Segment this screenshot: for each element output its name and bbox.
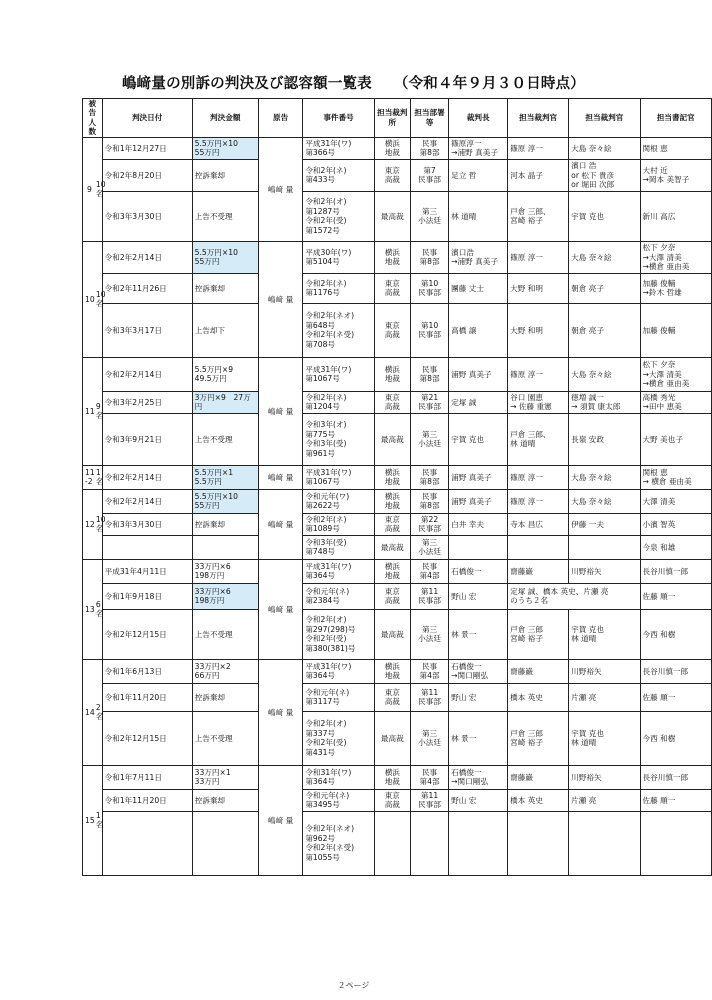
plaintiff-cell: 嶋﨑 量 xyxy=(258,241,302,357)
clerk-cell: 関根 恵 xyxy=(640,137,711,159)
judge-cell: 河本 晶子 xyxy=(508,159,569,191)
header-cell: 被告人数 xyxy=(83,99,103,138)
court-cell: 東京 高裁 xyxy=(374,583,410,609)
title-main: 嶋﨑量の別訴の判決及び認容額一覧表 xyxy=(121,76,372,92)
judgment-date-cell: 令和2年11月26日 xyxy=(102,273,192,303)
court-cell: 横浜 地裁 xyxy=(374,137,410,159)
case-number-cell: 12 xyxy=(83,489,94,559)
case-no-cell: 平成30年(ワ) 第5104号 xyxy=(303,241,374,273)
judgment-amount-cell: 控訴棄却 xyxy=(192,789,258,811)
court-cell: 最高裁 xyxy=(374,191,410,241)
case-no-cell: 令和元年(ネ) 第3495号 xyxy=(303,789,374,811)
plaintiff-cell: 嶋﨑 量 xyxy=(258,465,302,489)
clerk-cell: 加藤 俊輔 xyxy=(640,303,711,357)
case-number-cell: 9 xyxy=(83,137,94,241)
department-cell: 第11 民事部 xyxy=(410,789,448,811)
department-cell: 民事 第8部 xyxy=(410,465,448,489)
judgment-amount-cell: 5.5万円×10 55万円 xyxy=(192,137,258,159)
presiding-judge-cell: 石橋俊一 →関口剛弘 xyxy=(449,765,508,789)
department-cell: 第11 民事部 xyxy=(410,583,448,609)
judgment-date-cell: 令和2年12月15日 xyxy=(102,711,192,765)
presiding-judge-cell: 林 景一 xyxy=(449,609,508,659)
case-no-cell: 令和元年(ワ) 第2622号 xyxy=(303,489,374,513)
presiding-judge-cell: 定塚 誠 xyxy=(449,391,508,413)
judge-cell: 大島 奈々絵 xyxy=(569,241,640,273)
judge-cell: 篠原 淳一 xyxy=(508,357,569,391)
judge-cell xyxy=(508,811,569,875)
judge-cell: 篠原 淳一 xyxy=(508,465,569,489)
case-number-cell: 13 xyxy=(83,559,94,659)
judge-cell: 齋藤巌 xyxy=(508,559,569,583)
clerk-cell: 佐藤 順一 xyxy=(640,683,711,711)
court-cell: 最高裁 xyxy=(374,609,410,659)
judge-cell: 寺本 昌広 xyxy=(508,513,569,535)
title-date: （令和４年９月３０日時点） xyxy=(393,76,585,92)
department-cell: 民事 第4部 xyxy=(410,659,448,683)
header-cell: 担当書記官 xyxy=(640,99,711,138)
court-cell: 最高裁 xyxy=(374,413,410,465)
judgment-date-cell: 令和3年3月30日 xyxy=(102,513,192,535)
judge-cell: 大野 和明 xyxy=(508,303,569,357)
clerk-cell: 小濱 智英 xyxy=(640,513,711,535)
case-no-cell: 令和2年(ネオ) 第962号 令和2年(ネ受) 第1055号 xyxy=(303,811,374,875)
case-no-cell: 令和元年(ネ) 第3117号 xyxy=(303,683,374,711)
department-cell: 第三 小法廷 xyxy=(410,535,448,559)
defendant-count-cell: 10名 xyxy=(94,241,102,357)
department-cell: 第三 小法廷 xyxy=(410,191,448,241)
judgment-date-cell: 令和1年11月20日 xyxy=(102,683,192,711)
table-row xyxy=(83,535,712,559)
defendant-count-cell: 10名 xyxy=(94,137,102,241)
judge-cell: 宇賀 克也 林 道晴 xyxy=(569,711,640,765)
clerk-cell: 松下 夕奈 →大澤 清美 →横倉 亜由美 xyxy=(640,241,711,273)
table-row xyxy=(83,583,712,609)
presiding-judge-cell: 浦野 真美子 xyxy=(449,357,508,391)
presiding-judge-cell xyxy=(449,535,508,559)
judgment-amount-cell: 5.5万円×10 55万円 xyxy=(192,489,258,513)
judges-cell: 定塚 誠、橋本 英史、片瀬 亮 のうち２名 xyxy=(508,583,640,609)
presiding-judge-cell: 野山 宏 xyxy=(449,789,508,811)
judge-cell: 齋藤巌 xyxy=(508,659,569,683)
case-no-cell: 令和3年(受) 第748号 xyxy=(303,535,374,559)
court-cell: 最高裁 xyxy=(374,711,410,765)
judgment-amount-cell: 上告不受理 xyxy=(192,711,258,765)
plaintiff-cell: 嶋﨑 量 xyxy=(258,489,302,559)
department-cell: 第21 民事部 xyxy=(410,391,448,413)
judge-cell xyxy=(569,811,640,875)
judgment-amount-cell: 上告却下 xyxy=(192,303,258,357)
table-row xyxy=(83,191,712,241)
judgment-date-cell: 令和1年9月18日 xyxy=(102,583,192,609)
presiding-judge-cell: 浦野 真美子 xyxy=(449,489,508,513)
case-no-cell: 平成31年(ワ) 第1067号 xyxy=(303,357,374,391)
plaintiff-cell: 嶋﨑 量 xyxy=(258,659,302,765)
table-row xyxy=(83,789,712,811)
table-row xyxy=(83,303,712,357)
judgment-amount-cell: 控訴棄却 xyxy=(192,159,258,191)
judge-cell xyxy=(569,535,640,559)
judge-cell: 川野裕矢 xyxy=(569,659,640,683)
judge-cell: 戸倉 三郎、 宮崎 裕子 xyxy=(508,191,569,241)
header-cell: 担当裁判官 xyxy=(508,99,569,138)
judgment-amount-cell: 5.5万円×10 55万円 xyxy=(192,241,258,273)
judgment-date-cell: 令和2年2月14日 xyxy=(102,489,192,513)
judgment-amount-cell xyxy=(192,811,258,875)
judgment-amount-cell: 3万円×9 27万 円 xyxy=(192,391,258,413)
department-cell: 第11 民事部 xyxy=(410,683,448,711)
case-number-cell: 11 -2 xyxy=(83,465,94,489)
verdict-table xyxy=(82,98,712,876)
court-cell: 横浜 地裁 xyxy=(374,241,410,273)
presiding-judge-cell: 篠原淳一 →浦野 真美子 xyxy=(449,137,508,159)
table-row xyxy=(83,711,712,765)
judge-cell: 片瀬 亮 xyxy=(569,683,640,711)
defendant-count-cell: 1名 xyxy=(94,765,102,875)
judge-cell: 大島 奈々絵 xyxy=(569,489,640,513)
case-no-cell: 平成31年(ワ) 第364号 xyxy=(303,659,374,683)
judge-cell: 伊藤 一夫 xyxy=(569,513,640,535)
judgment-date-cell: 令和3年2月25日 xyxy=(102,391,192,413)
department-cell: 民事 第8部 xyxy=(410,241,448,273)
court-cell: 東京 高裁 xyxy=(374,789,410,811)
presiding-judge-cell: 高橋 譲 xyxy=(449,303,508,357)
case-number-cell: 11 xyxy=(83,357,94,465)
clerk-cell: 新川 高広 xyxy=(640,191,711,241)
clerk-cell: 佐藤 順一 xyxy=(640,789,711,811)
court-cell: 横浜 地裁 xyxy=(374,559,410,583)
defendant-count-cell: 2名 xyxy=(94,659,102,765)
case-no-cell: 令和31年(ワ) 第364号 xyxy=(303,765,374,789)
table-row xyxy=(83,513,712,535)
judgment-amount-cell: 上告不受理 xyxy=(192,191,258,241)
table-row xyxy=(83,273,712,303)
table-row xyxy=(83,465,712,489)
court-cell: 横浜 地裁 xyxy=(374,357,410,391)
court-cell: 東京 高裁 xyxy=(374,391,410,413)
presiding-judge-cell: 濱口浩 →浦野 真美子 xyxy=(449,241,508,273)
presiding-judge-cell: 石橋俊一 xyxy=(449,559,508,583)
clerk-cell: 高橋 秀光 →田中 恵美 xyxy=(640,391,711,413)
header-cell: 裁判長 xyxy=(449,99,508,138)
case-no-cell: 令和2年(ネ) 第433号 xyxy=(303,159,374,191)
case-no-cell: 令和2年(オ) 第297(298)号 令和2年(受) 第380(381)号 xyxy=(303,609,374,659)
department-cell: 第三 小法廷 xyxy=(410,609,448,659)
department-cell: 民事 第4部 xyxy=(410,559,448,583)
judgment-date-cell: 令和1年11月20日 xyxy=(102,789,192,811)
table-row xyxy=(83,391,712,413)
department-cell: 第10 民事部 xyxy=(410,303,448,357)
header-cell: 担当裁判官 xyxy=(569,99,640,138)
judge-cell: 戸倉 三郎、 林 道晴 xyxy=(508,413,569,465)
judgment-date-cell: 令和2年2月14日 xyxy=(102,357,192,391)
clerk-cell: 今泉 和雄 xyxy=(640,535,711,559)
defendant-count-cell: 1名 xyxy=(94,465,102,489)
clerk-cell: 大澤 清美 xyxy=(640,489,711,513)
table-row xyxy=(83,683,712,711)
clerk-cell: 佐藤 順一 xyxy=(640,583,711,609)
header-cell: 事件番号 xyxy=(303,99,374,138)
judgment-date-cell: 令和2年12月15日 xyxy=(102,609,192,659)
judge-cell: 戸倉 三郎 宮崎 裕子 xyxy=(508,609,569,659)
case-no-cell: 令和2年(ネ) 第1204号 xyxy=(303,391,374,413)
page-title xyxy=(0,72,707,93)
table-row xyxy=(83,413,712,465)
judge-cell: 篠原 淳一 xyxy=(508,137,569,159)
header-cell: 判決金額 xyxy=(192,99,258,138)
judge-cell: 齋藤巌 xyxy=(508,765,569,789)
table-row xyxy=(83,765,712,789)
judgment-date-cell xyxy=(102,811,192,875)
department-cell: 第10 民事部 xyxy=(410,273,448,303)
plaintiff-cell: 嶋﨑 量 xyxy=(258,559,302,659)
court-cell: 東京 高裁 xyxy=(374,303,410,357)
page-footer: ２ページ xyxy=(337,981,370,990)
case-no-cell: 令和2年(オ) 第337号 令和2年(受) 第431号 xyxy=(303,711,374,765)
defendant-count-cell: 6名 xyxy=(94,559,102,659)
defendant-count-cell: 9名 xyxy=(94,357,102,465)
judgment-amount-cell: 上告不受理 xyxy=(192,413,258,465)
header-cell: 担当部署等 xyxy=(410,99,448,138)
judgment-amount-cell: 33万円×6 198万円 xyxy=(192,583,258,609)
table-row xyxy=(83,609,712,659)
case-no-cell: 平成31年(ワ) 第364号 xyxy=(303,559,374,583)
presiding-judge-cell: 浦野 真美子 xyxy=(449,465,508,489)
court-cell: 最高裁 xyxy=(374,535,410,559)
plaintiff-cell: 嶋﨑 量 xyxy=(258,137,302,241)
department-cell xyxy=(410,811,448,875)
presiding-judge-cell: 林 道晴 xyxy=(449,191,508,241)
court-cell: 東京 高裁 xyxy=(374,273,410,303)
judge-cell: 戸倉 三郎 宮崎 裕子 xyxy=(508,711,569,765)
clerk-cell: 今西 和樹 xyxy=(640,711,711,765)
judgment-amount-cell: 控訴棄却 xyxy=(192,683,258,711)
case-no-cell: 令和2年(ネ) 第1176号 xyxy=(303,273,374,303)
plaintiff-cell: 嶋﨑 量 xyxy=(258,765,302,875)
presiding-judge-cell: 野山 宏 xyxy=(449,583,508,609)
judgment-date-cell: 令和2年2月14日 xyxy=(102,465,192,489)
department-cell: 民事 第4部 xyxy=(410,765,448,789)
judgment-date-cell: 令和2年2月14日 xyxy=(102,241,192,273)
header-cell: 担当裁判所 xyxy=(374,99,410,138)
judgment-amount-cell: 33万円×6 198万円 xyxy=(192,559,258,583)
case-no-cell: 令和2年(ネ) 第1089号 xyxy=(303,513,374,535)
presiding-judge-cell: 團藤 丈士 xyxy=(449,273,508,303)
department-cell: 第7 民事部 xyxy=(410,159,448,191)
court-cell: 東京 高裁 xyxy=(374,683,410,711)
table-row xyxy=(83,159,712,191)
judge-cell: 濱口 浩 or 松下 貴彦 or 堀田 次郎 xyxy=(569,159,640,191)
judge-cell: 宇賀 克也 林 道晴 xyxy=(569,609,640,659)
court-cell: 東京 高裁 xyxy=(374,513,410,535)
clerk-cell xyxy=(640,811,711,875)
judge-cell: 朝倉 亮子 xyxy=(569,273,640,303)
judge-cell: 片瀬 亮 xyxy=(569,789,640,811)
case-no-cell: 令和3年(オ) 第775号 令和3年(受) 第961号 xyxy=(303,413,374,465)
case-no-cell: 平成31年(ワ) 第366号 xyxy=(303,137,374,159)
table-row xyxy=(83,137,712,159)
case-no-cell: 令和元年(ネ) 第2384号 xyxy=(303,583,374,609)
judge-cell: 宇賀 克也 xyxy=(569,191,640,241)
clerk-cell: 関根 恵 → 横倉 亜由美 xyxy=(640,465,711,489)
department-cell: 民事 第8部 xyxy=(410,357,448,391)
case-no-cell: 令和2年(オ) 第1287号 令和2年(受) 第1572号 xyxy=(303,191,374,241)
court-cell: 横浜 地裁 xyxy=(374,765,410,789)
table-row xyxy=(83,241,712,273)
clerk-cell: 大野 美也子 xyxy=(640,413,711,465)
judge-cell: 川野裕矢 xyxy=(569,765,640,789)
clerk-cell: 長谷川慎一郎 xyxy=(640,659,711,683)
judge-cell: 大島 奈々絵 xyxy=(569,137,640,159)
header-cell: 原告 xyxy=(258,99,302,138)
judge-cell: 長嶺 安政 xyxy=(569,413,640,465)
judgment-amount-cell: 5.5万円×9 49.5万円 xyxy=(192,357,258,391)
judge-cell: 大野 和明 xyxy=(508,273,569,303)
judge-cell: 大島 奈々絵 xyxy=(569,465,640,489)
plaintiff-cell: 嶋﨑 量 xyxy=(258,357,302,465)
department-cell: 第三 小法廷 xyxy=(410,711,448,765)
court-cell xyxy=(374,811,410,875)
judgment-amount-cell: 控訴棄却 xyxy=(192,513,258,535)
court-cell: 横浜 地裁 xyxy=(374,659,410,683)
department-cell: 第三 小法廷 xyxy=(410,413,448,465)
judgment-amount-cell: 5.5万円×1 5.5万円 xyxy=(192,465,258,489)
presiding-judge-cell: 林 景一 xyxy=(449,711,508,765)
department-cell: 第22 民事部 xyxy=(410,513,448,535)
judgment-date-cell: 令和3年9月21日 xyxy=(102,413,192,465)
judgment-amount-cell: 控訴棄却 xyxy=(192,273,258,303)
header-cell: 判決日付 xyxy=(102,99,192,138)
table-row xyxy=(83,559,712,583)
judgment-amount-cell xyxy=(192,535,258,559)
table-row xyxy=(83,489,712,513)
judge-cell: 橋本 英史 xyxy=(508,789,569,811)
court-cell: 東京 高裁 xyxy=(374,159,410,191)
judge-cell: 篠原 淳一 xyxy=(508,241,569,273)
judgment-amount-cell: 33万円×2 66万円 xyxy=(192,659,258,683)
court-cell: 横浜 地裁 xyxy=(374,489,410,513)
judge-cell: 橋本 英史 xyxy=(508,683,569,711)
table-row xyxy=(83,659,712,683)
judgment-date-cell: 令和3年3月17日 xyxy=(102,303,192,357)
table-row xyxy=(83,811,712,875)
judge-cell: 谷口 園恵 → 佐藤 重憲 xyxy=(508,391,569,413)
clerk-cell: 大村 近 →岡本 美智子 xyxy=(640,159,711,191)
table-body xyxy=(83,137,712,875)
judgment-date-cell: 令和1年6月13日 xyxy=(102,659,192,683)
clerk-cell: 今西 和樹 xyxy=(640,609,711,659)
judgment-date-cell: 令和3年3月30日 xyxy=(102,191,192,241)
judgment-amount-cell: 上告不受理 xyxy=(192,609,258,659)
judgment-amount-cell: 33万円×1 33万円 xyxy=(192,765,258,789)
judge-cell: 大島 奈々絵 xyxy=(569,357,640,391)
clerk-cell: 松下 夕奈 →大澤 清美 →横倉 亜由美 xyxy=(640,357,711,391)
judgment-date-cell: 令和1年12月27日 xyxy=(102,137,192,159)
presiding-judge-cell: 宇賀 克也 xyxy=(449,413,508,465)
judgment-date-cell: 平成31年4月11日 xyxy=(102,559,192,583)
case-number-cell: 10 xyxy=(83,241,94,357)
presiding-judge-cell: 石橋俊一 →関口剛弘 xyxy=(449,659,508,683)
header-row xyxy=(83,99,712,138)
judgment-date-cell xyxy=(102,535,192,559)
judgment-date-cell: 令和1年7月11日 xyxy=(102,765,192,789)
judge-cell: 朝倉 亮子 xyxy=(569,303,640,357)
judge-cell: 篠原 淳一 xyxy=(508,489,569,513)
presiding-judge-cell: 白井 幸夫 xyxy=(449,513,508,535)
judgment-date-cell: 令和2年8月20日 xyxy=(102,159,192,191)
judge-cell xyxy=(508,535,569,559)
department-cell: 民事 第8部 xyxy=(410,137,448,159)
clerk-cell: 加藤 俊輔 →鈴木 哲雄 xyxy=(640,273,711,303)
defendant-count-cell: 10名 xyxy=(94,489,102,559)
case-no-cell: 令和2年(ネオ) 第648号 令和2年(ネ受) 第708号 xyxy=(303,303,374,357)
presiding-judge-cell: 足立 哲 xyxy=(449,159,508,191)
case-number-cell: 15 xyxy=(83,765,94,875)
table-row xyxy=(83,357,712,391)
clerk-cell: 長谷川慎一郎 xyxy=(640,559,711,583)
judge-cell: 徳増 誠一 → 須賀 康太郎 xyxy=(569,391,640,413)
clerk-cell: 長谷川慎一郎 xyxy=(640,765,711,789)
department-cell: 民事 第8部 xyxy=(410,489,448,513)
judge-cell: 川野裕矢 xyxy=(569,559,640,583)
case-no-cell: 平成31年(ワ) 第1067号 xyxy=(303,465,374,489)
court-cell: 横浜 地裁 xyxy=(374,465,410,489)
case-number-cell: 14 xyxy=(83,659,94,765)
presiding-judge-cell: 野山 宏 xyxy=(449,683,508,711)
presiding-judge-cell xyxy=(449,811,508,875)
